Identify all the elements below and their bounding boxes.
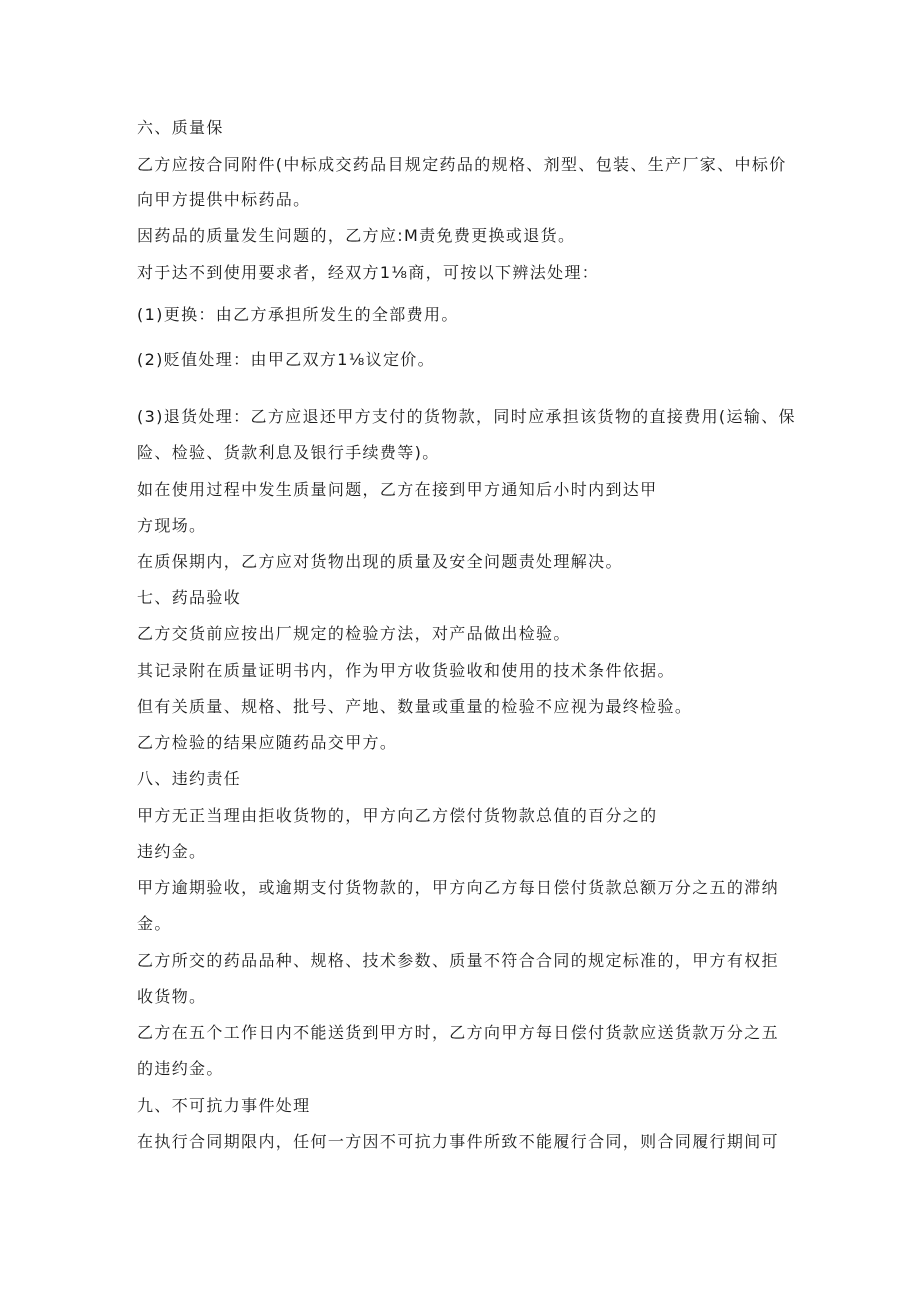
- text-line: 甲方逾期验收，或逾期支付货物款的，甲方向乙方每日偿付货款总额万分之五的滞纳: [137, 878, 779, 897]
- text-line: 在质保期内，乙方应对货物出现的质量及安全问题责处理解决。: [137, 552, 623, 571]
- text-line: 对于达不到使用要求者，经双方1⅛商，可按以下辨法处理：: [137, 263, 600, 282]
- text-line: 的违约金。: [137, 1059, 224, 1078]
- text-line: 乙方交货前应按出厂规定的检验方法，对产品做出检验。: [137, 624, 571, 643]
- text-line: (3)退货处理：乙方应退还甲方支付的货物款，同时应承担该货物的直接费用(运输、保: [137, 407, 796, 426]
- text-line: 险、检验、货款利息及银行手续费等)。: [137, 443, 440, 462]
- text-line: 甲方无正当理由拒收货物的，甲方向乙方偿付货物款总值的百分之的: [137, 806, 658, 825]
- text-line: 在执行合同期限内，任何一方因不可抗力事件所致不能履行合同，则合同履行期间可: [137, 1132, 779, 1151]
- text-line: 违约金。: [137, 842, 207, 861]
- section-heading-acceptance: 七、药品验收: [137, 588, 242, 607]
- text-line: 乙方应按合同附件(中标成交药品目规定药品的规格、剂型、包装、生产厂家、中标价: [137, 155, 787, 174]
- section-heading-liability: 八、违约责任: [137, 769, 242, 788]
- section-heading-quality: 六、质量保: [137, 118, 224, 137]
- text-line: 收货物。: [137, 987, 207, 1006]
- text-line: 乙方在五个工作日内不能送货到甲方时，乙方向甲方每日偿付货款应送货款万分之五: [137, 1023, 779, 1042]
- text-line: 乙方检验的结果应随药品交甲方。: [137, 733, 398, 752]
- text-line: 向甲方提供中标药品。: [137, 190, 311, 209]
- text-line: 乙方所交的药品品种、规格、技术参数、质量不符合合同的规定标准的，甲方有权拒: [137, 951, 779, 970]
- section-heading-force-majeure: 九、不可抗力事件处理: [137, 1096, 311, 1115]
- text-line: (1)更换：由乙方承担所发生的全部费用。: [137, 305, 459, 324]
- text-line: 金。: [137, 914, 172, 933]
- text-line: 其记录附在质量证明书内，作为甲方收货验收和使用的技术条件依据。: [137, 661, 675, 680]
- text-line: 但有关质量、规格、批号、产地、数量或重量的检验不应视为最终检验。: [137, 697, 693, 716]
- text-line: 因药品的质量发生问题的，乙方应:M责免费更换或退货。: [137, 226, 576, 245]
- text-line: 方现场。: [137, 516, 207, 535]
- text-line: (2)贬值处理：由甲乙双方1⅛议定价。: [137, 350, 436, 369]
- text-line: 如在使用过程中发生质量问题，乙方在接到甲方通知后小时内到达甲: [137, 480, 658, 499]
